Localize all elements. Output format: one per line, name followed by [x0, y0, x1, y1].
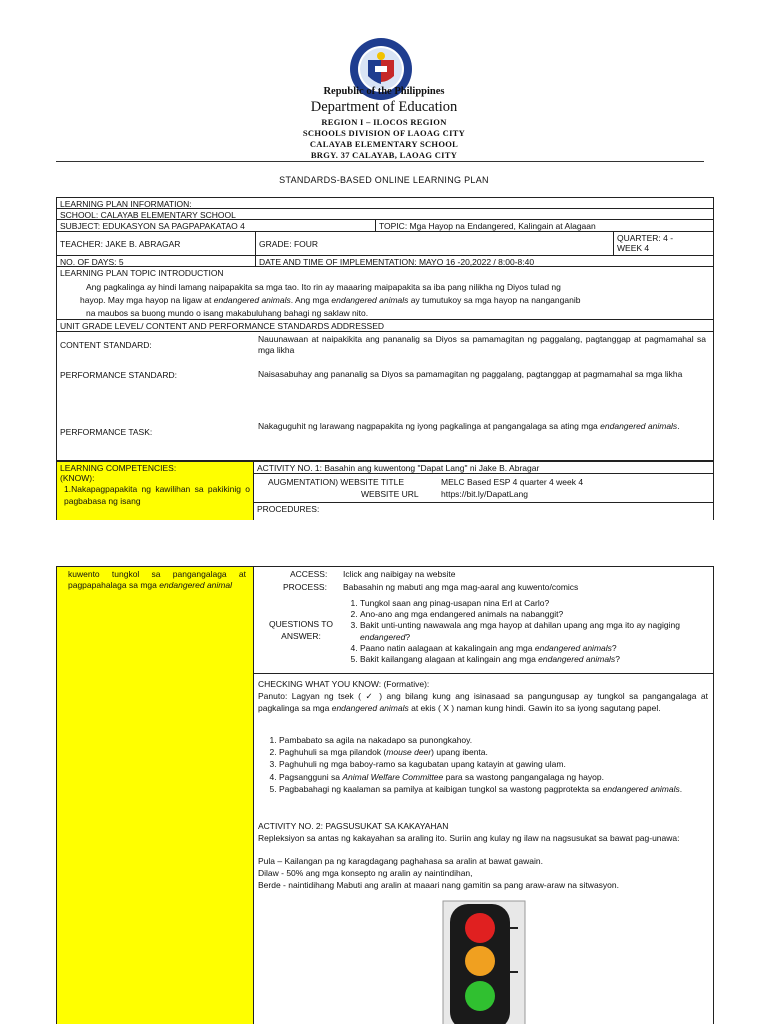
- item-5-text: Pagbabahagi ng kaalaman sa pamilya at kaibigan tungkol sa wastong pagprotekta sa: [279, 783, 603, 794]
- info-heading: LEARNING PLAN INFORMATION:: [56, 197, 714, 209]
- region-line: REGION I – ILOCOS REGION: [321, 117, 447, 127]
- intro-line-1: Ang pagkalinga ay hindi lamang naipapakita sa mga tao. Ito rin ay maaaring maipapakita sa iba pang nilikha ng Diyos tulad ng: [86, 282, 561, 292]
- q5-text: Bakit kailangang alagaan at kalingain ang mga: [360, 654, 539, 665]
- division-line: SCHOOLS DIVISION OF LAOAG CITY: [302, 128, 466, 138]
- implementation-field: DATE AND TIME OF IMPLEMENTATION: MAYO 16 -20,2022 / 8:00-8:40: [255, 255, 714, 267]
- item-2-end: ) upang ibenta.: [431, 747, 488, 758]
- item-5: [279, 783, 708, 795]
- performance-standard-label: PERFORMANCE STANDARD:: [60, 370, 177, 380]
- task-text-c: .: [677, 421, 680, 431]
- activity-2-text: Repleksiyon sa antas ng kakayahan sa araling ito. Suriin ang kulay ng ilaw na nagsusukat sa bawat pag-unawa:: [258, 833, 680, 843]
- traffic-light-icon: [442, 900, 526, 1024]
- question-2: 2. Ano-ano ang mga endangered animals na nabanggit?: [360, 609, 709, 620]
- competency-1-continued: [60, 568, 250, 591]
- item-1: 1. Pambabato sa agila na nakadapo sa punongkahoy.: [279, 734, 708, 746]
- process-label: PROCESS:: [283, 582, 327, 592]
- item-5-em: endangered animals: [602, 783, 680, 794]
- header-divider: [56, 161, 704, 162]
- competencies-label: LEARNING COMPETENCIES: (KNOW):: [60, 463, 177, 483]
- school-line: CALAYAB ELEMENTARY SCHOOL: [309, 139, 459, 149]
- subject-field: SUBJECT: EDUKASYON SA PAGPAPAKATAO 4: [56, 219, 376, 232]
- intro-paragraph: [60, 278, 710, 320]
- document-title: STANDARDS-BASED ONLINE LEARNING PLAN: [279, 175, 489, 185]
- website-title: MELC Based ESP 4 quarter 4 week 4: [441, 477, 584, 487]
- questions-label: QUESTIONS TO ANSWER:: [269, 619, 333, 641]
- address-line: BRGY. 37 CALAYAB, LAOAG CITY: [310, 150, 458, 160]
- competencies-continued-cell: [56, 566, 254, 1024]
- website-title-label: AUGMENTATION) WEBSITE TITLE: [268, 477, 405, 487]
- q3-end: ?: [405, 631, 411, 642]
- pula-line: Pula – Kailangan pa ng karagdagang paghahasa sa aralin at bawat gawain.: [258, 856, 543, 866]
- grade-field: GRADE: FOUR: [255, 231, 614, 256]
- q4-text: Paano natin aalagaan at kakalingain ang mga: [360, 642, 535, 653]
- topic-field: TOPIC: Mga Hayop na Endangered, Kalingain at Alagaan: [375, 219, 714, 232]
- competency-cont-b: endangered animal: [159, 580, 232, 590]
- intro-line-2b: endangered animals: [213, 295, 291, 305]
- quarter-text: QUARTER: 4 -: [617, 233, 674, 243]
- panuto-b: ) ang bilang kung ang isinasaad sa pangungusap ay tungkol sa pangangalaga at pagkalinga sa mga: [258, 691, 709, 713]
- q3-text: Bakit unti-unting nawawala ang mga hayop at dahilan upang ang mga ito ay nagiging: [360, 620, 680, 631]
- item-4-text: Pagsangguni sa: [279, 771, 343, 782]
- teacher-field: TEACHER: JAKE B. ABRAGAR: [56, 231, 256, 256]
- content-standard-text: Nauunawaan at naipakikita ang pananalig sa Diyos sa pamamagitan ng paggalang, pagtanggap at pagmamahal sa mga likha: [258, 334, 706, 355]
- days-field: NO. OF DAYS: 5: [56, 255, 256, 267]
- task-text-a: Nakaguguhit ng larawang nagpapakita ng iyong pagkalinga at pangangalaga sa ating mga: [258, 421, 601, 431]
- performance-task-text: [258, 421, 688, 432]
- item-2-em: mouse deer: [386, 747, 432, 758]
- week-text: WEEK 4: [617, 243, 650, 253]
- procedures-heading: PROCEDURES:: [253, 502, 714, 520]
- check-icon: ✓: [365, 691, 375, 701]
- red-light: [465, 913, 495, 943]
- question-4: [360, 643, 709, 654]
- republic-line: Republic of the Philippines: [323, 86, 445, 97]
- item-2: [279, 746, 708, 758]
- access-text: Iclick ang naibigay na website: [343, 569, 456, 579]
- berde-line: Berde - naintidihang Mabuti ang aralin at maaari nang gamitin sa pang araw-araw na sitwasyon.: [258, 880, 619, 890]
- q3-em: endangered: [360, 631, 406, 642]
- intro-line-2a: hayop. May mga hayop na ligaw at: [80, 295, 214, 305]
- green-light: [465, 981, 495, 1011]
- website-url-label: WEBSITE URL: [361, 489, 419, 499]
- formative-items: [262, 734, 708, 795]
- intro-heading: LEARNING PLAN TOPIC INTRODUCTION: [60, 268, 224, 278]
- panuto-a: Panuto: Lagyan ng tsek (: [258, 691, 366, 701]
- item-3: 3. Paghuhuli ng mga baboy-ramo sa kagubatan upang katayin at gawing ulam.: [279, 758, 708, 770]
- intro-line-3: na maubos sa buong mundo o isang makabuluhang bahagi ng saklaw nito.: [86, 308, 369, 318]
- question-5: [360, 654, 709, 665]
- task-text-b: endangered animals: [600, 421, 678, 431]
- intro-section: [56, 266, 714, 320]
- q5-em: endangered animals: [538, 654, 616, 665]
- content-standard-label: CONTENT STANDARD:: [60, 340, 152, 350]
- q4-end: ?: [611, 642, 617, 653]
- performance-task-label: PERFORMANCE TASK:: [60, 427, 153, 437]
- panuto-c: at ekis ( X ) naman kung hindi. Gawin ito sa iyong sagutang papel.: [408, 702, 661, 713]
- item-4-end: para sa wastong pangangalaga ng hayop.: [443, 771, 604, 782]
- dilaw-line: Dilaw - 50% ang mga konsepto ng aralin ay naintindihan,: [258, 868, 473, 878]
- quarter-field: [613, 231, 714, 256]
- question-1: 1. Tungkol saan ang pinag-usapan nina Erl at Carlo?: [360, 598, 709, 609]
- activity-1: ACTIVITY NO. 1: Basahin ang kuwentong "Dapat Lang" ni Jake B. Abragar: [253, 461, 714, 474]
- q5-end: ?: [615, 654, 620, 665]
- intro-line-2c: . Ang mga: [290, 295, 332, 305]
- school-field: SCHOOL: CALAYAB ELEMENTARY SCHOOL: [56, 208, 714, 220]
- item-5-end: .: [679, 783, 683, 794]
- competency-cont-a: kuwento tungkol sa pangangalaga at pagpapahalaga sa mga: [68, 569, 246, 590]
- question-3: [360, 620, 709, 642]
- standards-heading: UNIT GRADE LEVEL/ CONTENT AND PERFORMANCE STANDARDS ADDRESSED: [56, 319, 714, 332]
- department-line: Department of Education: [310, 99, 458, 115]
- q4-em: endangered animals: [534, 642, 612, 653]
- panuto-em: endangered animals: [331, 702, 409, 713]
- item-2-text: Paghuhuli sa mga pilandok (: [279, 747, 387, 758]
- performance-standard-text: Naisasabuhay ang pananalig sa Diyos sa pamamagitan ng paggalang, pagtanggap at pagmamahal sa mga likha: [258, 369, 683, 379]
- website-url-link[interactable]: https://bit.ly/DapatLang: [441, 489, 528, 499]
- yellow-light: [465, 946, 495, 976]
- panuto-text: [258, 691, 708, 714]
- access-label: ACCESS:: [290, 569, 328, 579]
- page-gap: [0, 520, 768, 562]
- competencies-cell: [56, 461, 254, 520]
- intro-line-2e: ay tumutukoy sa mga hayop na nanganganib: [408, 295, 581, 305]
- item-4: [279, 771, 708, 783]
- activity-2-heading: ACTIVITY NO. 2: PAGSUSUKAT SA KAKAYAHAN: [258, 821, 449, 831]
- competency-1: 1.Nakapagpapakita ng kawilihan sa pakikinig o pagbabasa ng isang: [64, 484, 250, 506]
- questions-list: [343, 598, 709, 665]
- process-text: Babasahin ng mabuti ang mga mag-aaral ang kuwento/comics: [343, 582, 579, 592]
- intro-line-2d: endangered animals: [331, 295, 409, 305]
- checking-heading: CHECKING WHAT YOU KNOW: (Formative):: [258, 679, 430, 689]
- item-4-em: Animal Welfare Committee: [342, 771, 444, 782]
- page-2: [0, 562, 768, 1024]
